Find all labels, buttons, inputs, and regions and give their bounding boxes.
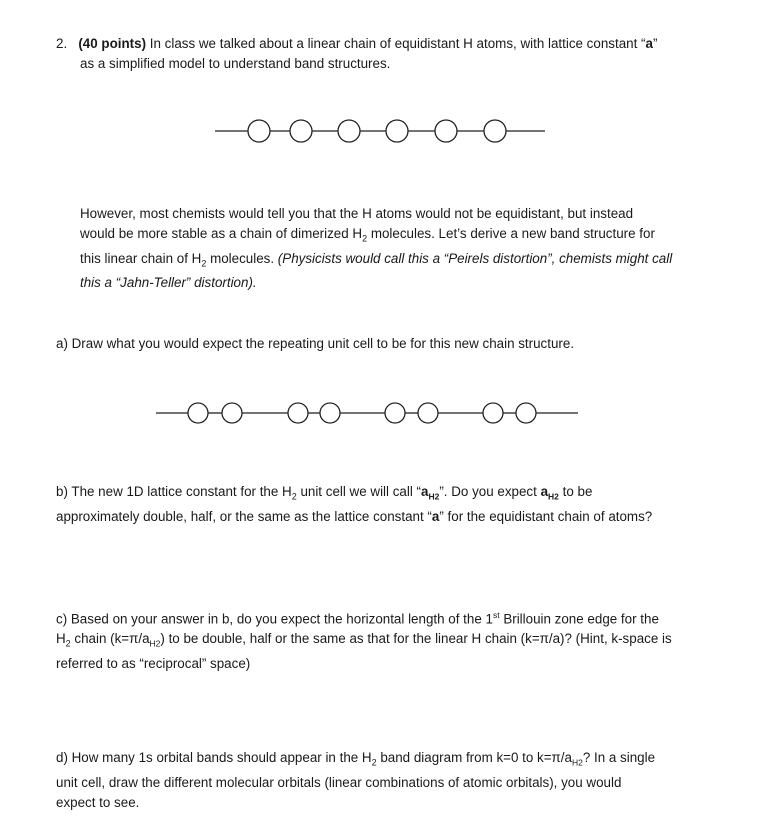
h-atom [222, 403, 242, 423]
question-d: d) How many 1s orbital bands should appear in the $H_2$ band diagram from k=0 to $k=\pi/a_{H2}$? In a single unit cell, draw the different molecular orbitals (linear combinations of atomic orbitals), you would expect to see. [56, 750, 656, 810]
h-atom [288, 403, 308, 423]
problem-line-1: 2. (40 points) In class we talked about a linear chain of equidistant H atoms, with lattice constant “a” [56, 36, 658, 51]
question-b: b) The new 1D lattice constant for the $H_2$ unit cell we will call “$a_{H2}$”. Do you expect $a_{H2}$ to be approximately double, half, or the same as the lattice constant “a” for the equidistant chain of atoms? [56, 484, 653, 524]
problem-line-2: as a simplified model to understand band structures. [80, 56, 391, 71]
h-atom [320, 403, 340, 423]
h-atom [188, 403, 208, 423]
h-atom [385, 403, 405, 423]
h-atom [483, 403, 503, 423]
problem-points: (40 points) [78, 36, 147, 51]
question-a: a) Draw what you would expect the repeating unit cell to be for this new chain structure. [56, 336, 575, 351]
distortion-paragraph: However, most chemists would tell you that the H atoms would not be equidistant, but instead would be more stable as a chain of dimerized $H_2$ molecules. Let’s derive a new band structure for this linear chain of $H_2$ molecules. (Physicists would call this a “Peirels distortion”, chemists might call this a “Jahn-Teller” distortion). [80, 206, 673, 291]
question-c: c) Based on your answer in b, do you expect the horizontal length of the 1st Brillouin zone edge for the $H_2$ chain $(k=\pi/a_{H2})$ to be double, half or the same as that for the linear H chain (k=π/a)? (Hint, k-space is referred to as “reciprocal” space) [56, 610, 672, 672]
h-atom [516, 403, 536, 423]
h-atom [418, 403, 438, 423]
problem-number: 2. [56, 36, 68, 51]
lattice-constant-var: a [645, 36, 653, 51]
